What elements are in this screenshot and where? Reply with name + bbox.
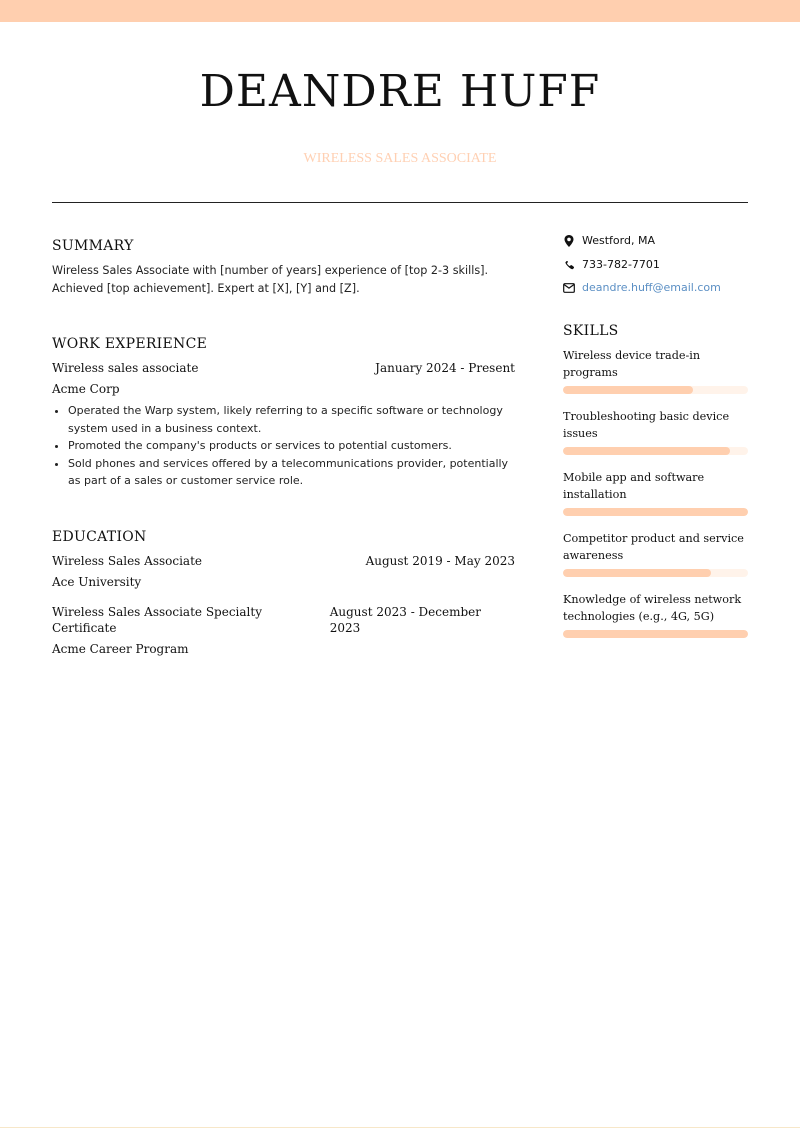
experience-item xyxy=(52,360,515,490)
skill-bar-fill xyxy=(563,569,711,577)
candidate-title: WIRELESS SALES ASSOCIATE xyxy=(303,151,497,166)
list-item: • Operated the Warp system, likely referring to a specific software or technology system used in a business context. xyxy=(68,402,515,437)
education-row xyxy=(52,604,515,636)
skill-bar-fill xyxy=(563,508,748,516)
degree-name: Wireless Sales Associate xyxy=(52,554,202,568)
job-title: Wireless sales associate xyxy=(52,361,199,375)
degree-dates: August 2019 - May 2023 xyxy=(365,554,515,568)
skills-section xyxy=(563,321,748,638)
phone-icon xyxy=(563,259,575,271)
contact-block xyxy=(563,234,748,295)
header-divider xyxy=(52,202,748,203)
skill-item xyxy=(563,530,748,577)
skill-bar-track xyxy=(563,569,748,577)
skill-bar-fill xyxy=(563,386,693,394)
education-heading: EDUCATION xyxy=(52,529,147,545)
skill-name: Troubleshooting basic device issues xyxy=(563,410,730,440)
job-dates: January 2024 - Present xyxy=(375,361,515,375)
skill-item xyxy=(563,591,748,638)
skill-item xyxy=(563,469,748,516)
list-item: • Sold phones and services offered by a telecommunications provider, potentially as part of a sales or customer service role. xyxy=(68,455,515,490)
degree-dates: August 2023 - December 2023 xyxy=(329,605,481,635)
degree-name: Wireless Sales Associate Specialty Certificate xyxy=(52,605,262,635)
envelope-icon xyxy=(563,282,575,294)
skill-name: Wireless device trade-in programs xyxy=(563,349,701,379)
school-name: Ace University xyxy=(52,575,142,589)
location-text: Westford, MA xyxy=(582,234,655,247)
company-name: Acme Corp xyxy=(52,382,120,396)
education-row xyxy=(52,553,515,569)
skill-bar-fill xyxy=(563,630,748,638)
skill-name: Knowledge of wireless network technologies (e.g., 4G, 5G) xyxy=(563,593,742,623)
experience-heading: WORK EXPERIENCE xyxy=(52,336,208,352)
email-link[interactable]: deandre.huff@email.com xyxy=(582,281,721,294)
job-bullets xyxy=(52,402,515,490)
skills-heading: SKILLS xyxy=(563,323,619,339)
summary-heading: SUMMARY xyxy=(52,238,134,254)
candidate-name: DEANDRE HUFF xyxy=(199,66,601,117)
phone-text: 733-782-7701 xyxy=(582,257,660,271)
education-section xyxy=(52,527,515,657)
top-accent-band xyxy=(0,0,800,22)
education-item xyxy=(52,604,515,657)
contact-phone xyxy=(563,258,748,272)
skill-item xyxy=(563,347,748,394)
experience-row xyxy=(52,360,515,376)
skill-name: Competitor product and service awareness xyxy=(563,532,744,562)
skill-name: Mobile app and software installation xyxy=(563,471,705,501)
contact-location xyxy=(563,234,748,248)
summary-text: Wireless Sales Associate with [number of years] experience of [top 2-3 skills]. Achieved [top achievement]. Expert at [X], [Y] and [Z]. xyxy=(52,264,489,295)
main-column xyxy=(52,236,515,657)
skill-bar-track xyxy=(563,508,748,516)
map-pin-icon xyxy=(563,235,575,247)
skill-bar-track xyxy=(563,630,748,638)
list-item: • Promoted the company's products or services to potential customers. xyxy=(68,437,515,455)
skill-bar-track xyxy=(563,386,748,394)
skill-item xyxy=(563,408,748,455)
education-item xyxy=(52,553,515,590)
school-name: Acme Career Program xyxy=(52,642,189,656)
contact-email xyxy=(563,281,748,295)
skill-bar-fill xyxy=(563,447,730,455)
skills-list xyxy=(563,347,748,638)
side-column xyxy=(563,234,748,652)
summary-section xyxy=(52,236,515,334)
experience-section xyxy=(52,334,515,527)
skill-bar-track xyxy=(563,447,748,455)
